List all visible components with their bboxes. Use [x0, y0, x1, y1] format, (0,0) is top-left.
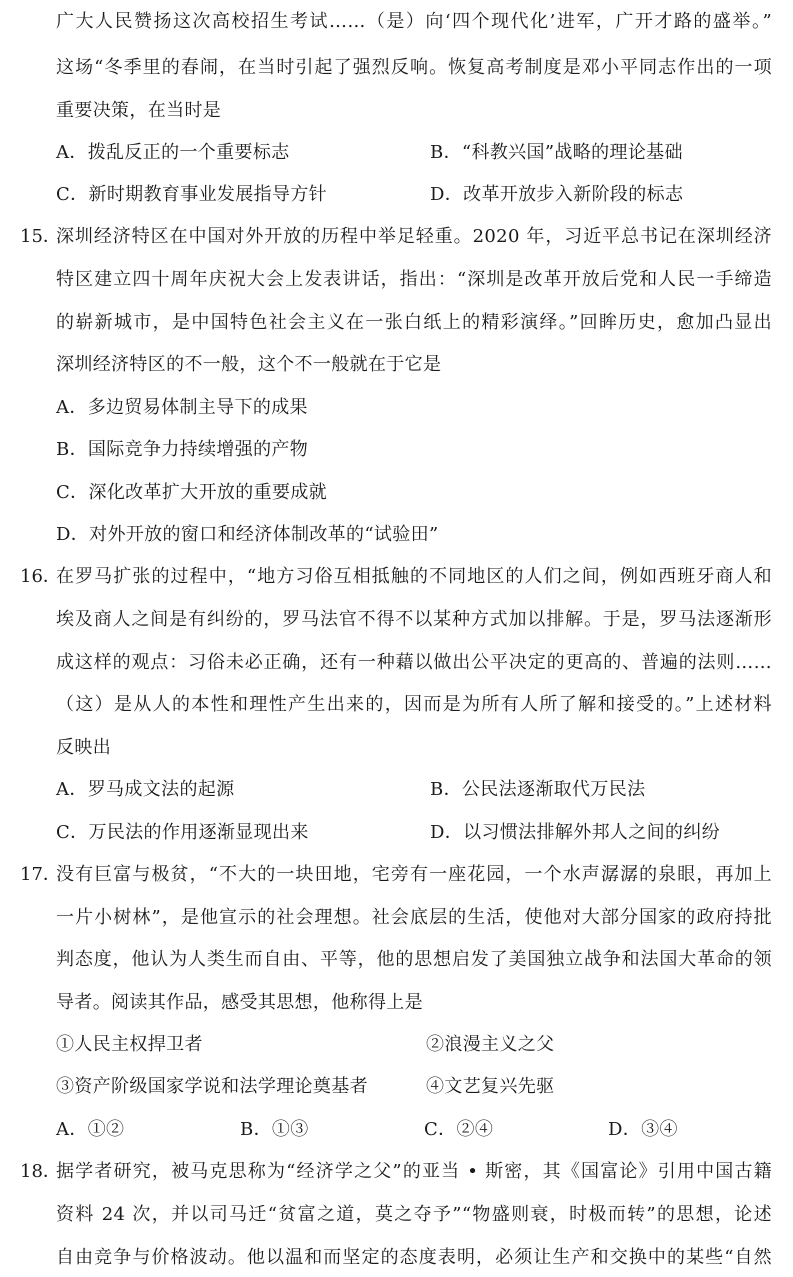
question-15-option-b[interactable]: B．国际竞争力持续增强的产物: [56, 439, 309, 460]
question-16-option-b[interactable]: B．公民法逐渐取代万民法: [430, 779, 646, 800]
question-14-line-1: 广大人民赞扬这次高校招生考试……（是）向‘四个现代化’进军，广开才路的盛举。”: [56, 11, 772, 32]
question-18-line-2: 资料 24 次，并以司马迁“贫富之道，莫之夺予”“物盛则衰，时极而转”的思想，论述: [56, 1204, 772, 1225]
question-17-line-1: 没有巨富与极贫，“不大的一块田地，宅旁有一座花园，一个水声潺潺的泉眼，再加上: [56, 864, 772, 885]
question-15-number: 15．: [20, 226, 61, 247]
question-15-option-c[interactable]: C．深化改革扩大开放的重要成就: [56, 482, 328, 503]
question-18-line-1: 据学者研究，被马克思称为“经济学之父”的亚当 • 斯密，其《国富论》引用中国古籍: [56, 1161, 772, 1182]
question-17-line-3: 判态度，他认为人类生而自由、平等，他的思想启发了美国独立战争和法国大革命的领: [56, 949, 772, 970]
question-17-option-c[interactable]: C．②④: [424, 1119, 494, 1140]
question-17-item-2: ②浪漫主义之父: [426, 1034, 555, 1055]
question-15-line-1: 深圳经济特区在中国对外开放的历程中举足轻重。2020 年，习近平总书记在深圳经济: [56, 226, 772, 247]
question-17-item-3: ③资产阶级国家学说和法学理论奠基者: [56, 1076, 368, 1097]
question-16-line-3: 成这样的观点：习俗未必正确，还有一种藉以做出公平决定的更高的、普遍的法则……: [56, 652, 772, 673]
question-17-option-d[interactable]: D．③④: [608, 1119, 678, 1140]
question-16-line-1: 在罗马扩张的过程中，“地方习俗互相抵触的不同地区的人们之间，例如西班牙商人和: [56, 566, 772, 587]
question-15-option-a[interactable]: A．多边贸易体制主导下的成果: [56, 397, 308, 418]
question-16-line-4: （这）是从人的本性和理性产生出来的，因而是为所有人所了解和接受的。”上述材料: [56, 694, 772, 715]
question-17-number: 17．: [20, 864, 61, 885]
question-16-line-5: 反映出: [56, 737, 112, 758]
question-14-option-a[interactable]: A．拨乱反正的一个重要标志: [56, 142, 290, 163]
question-15-option-d[interactable]: D．对外开放的窗口和经济体制改革的“试验田”: [56, 524, 439, 545]
question-16-option-a[interactable]: A．罗马成文法的起源: [56, 779, 235, 800]
question-14-option-d[interactable]: D．改革开放步入新阶段的标志: [430, 184, 684, 205]
question-17-line-4: 导者。阅读其作品，感受其思想，他称得上是: [56, 992, 423, 1013]
question-14-line-3: 重要决策，在当时是: [56, 100, 222, 121]
question-17-option-a[interactable]: A．①②: [56, 1119, 125, 1140]
question-17-item-4: ④文艺复兴先驱: [426, 1076, 555, 1097]
question-14-option-c[interactable]: C．新时期教育事业发展指导方针: [56, 184, 328, 205]
question-18-line-3: 自由竞争与价格波动。他以温和而坚定的态度表明，必须让生产和交换中的某些“自然: [56, 1247, 772, 1268]
question-15-line-4: 深圳经济特区的不一般，这个不一般就在于它是: [56, 354, 442, 375]
question-16-line-2: 埃及商人之间是有纠纷的，罗马法官不得不以某种方式加以排解。于是，罗马法逐渐形: [56, 609, 772, 630]
question-17-line-2: 一片小树林”，是他宣示的社会理想。社会底层的生活，使他对大部分国家的政府持批: [56, 907, 772, 928]
question-16-option-d[interactable]: D．以习惯法排解外邦人之间的纠纷: [430, 822, 721, 843]
question-17-option-b[interactable]: B．①③: [240, 1119, 309, 1140]
question-16-option-c[interactable]: C．万民法的作用逐渐显现出来: [56, 822, 309, 843]
question-15-line-2: 特区建立四十周年庆祝大会上发表讲话，指出：“深圳是改革开放后党和人民一手缔造: [56, 269, 772, 290]
question-14-option-b[interactable]: B．“科教兴国”战略的理论基础: [430, 142, 683, 163]
question-15-line-3: 的崭新城市，是中国特色社会主义在一张白纸上的精彩演绎。”回眸历史，愈加凸显出: [56, 312, 772, 333]
question-18-number: 18．: [20, 1161, 61, 1182]
question-17-item-1: ①人民主权捍卫者: [56, 1034, 203, 1055]
question-16-number: 16．: [20, 566, 61, 587]
question-14-line-2: 这场“冬季里的春闹，在当时引起了强烈反响。恢复高考制度是邓小平同志作出的一项: [56, 57, 772, 78]
